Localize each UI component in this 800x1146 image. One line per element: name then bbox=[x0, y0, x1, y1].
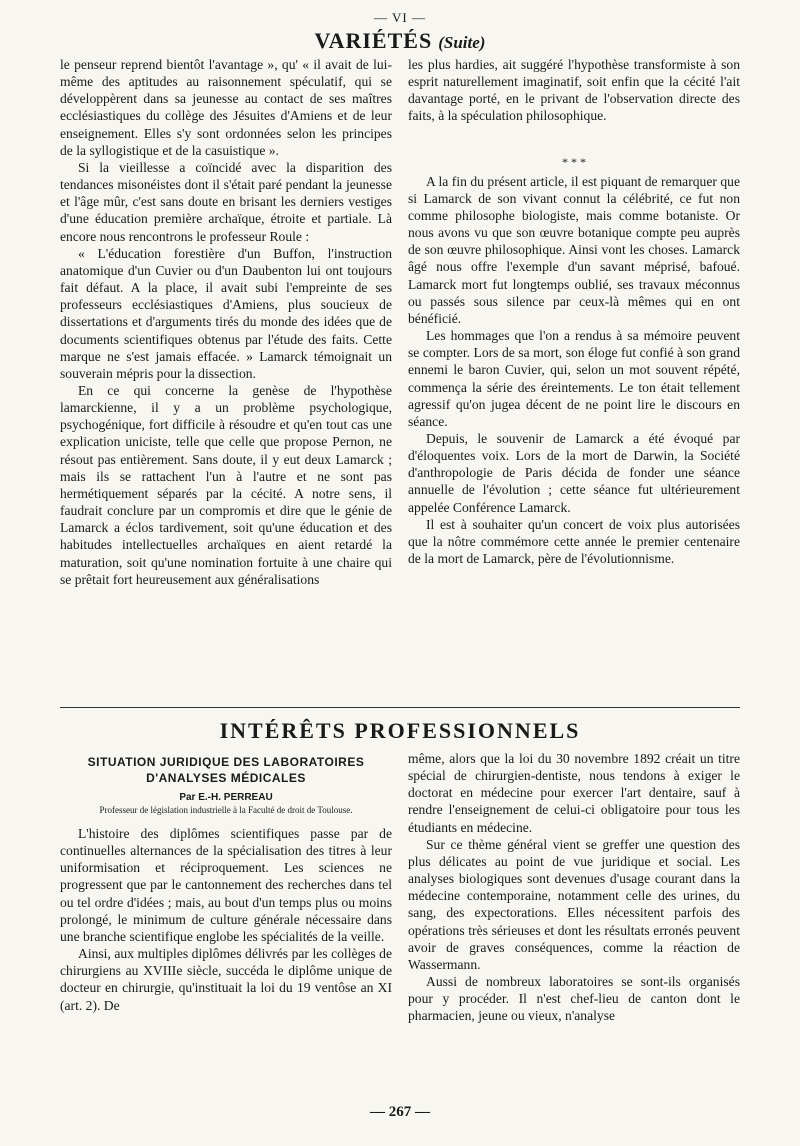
varietes-right-column bbox=[408, 56, 740, 699]
paragraph: Ainsi, aux multiples diplômes délivrés par les collèges de chirurgiens au XVIIIe siècle, succéda le diplôme unique de docteur en chirurgie, qu'instituait la loi du 19 ventôse an XI (art. 2). De bbox=[60, 946, 392, 1013]
paragraph: Aussi de nombreux laboratoires se sont-ils organisés pour y procéder. Il n'est chef-lieu de canton dont le pharmacien, jeune ou vieux, n'analyse bbox=[408, 974, 740, 1024]
section-divider bbox=[60, 707, 740, 708]
paragraph: Sur ce thème général vient se greffer une question des plus délicates au point de vue juridique et social. Les analyses biologiques sont devenues d'usage courant dans la médecine contemporaine, notamment celle des urines, du sang, des expectorations. Elles nécessitent parfois des opérations très sérieuses et dont les résultats erronés peuvent avoir de graves conséquences, comme la réaction de Wassermann. bbox=[408, 836, 740, 972]
article-author: Par E.-H. PERREAU bbox=[179, 792, 273, 803]
article-title-line: D'ANALYSES MÉDICALES bbox=[146, 771, 306, 785]
interets-left-column bbox=[60, 750, 392, 1080]
paragraph: L'histoire des diplômes scientifiques passe par de continuelles alternances de la spécialisation des titres à leur uniformisation et réciproquement. Les sciences ne progressent que par le cantonnement des recherches dans tel ou tel ordre d'idées ; mais, au bout d'un temps plus ou moins prolongé, le minimum de culture générale nécessaire dans une branche scientifique englobe les spécialités de la veille. bbox=[60, 826, 392, 944]
paragraph: Les hommages que l'on a rendus à sa mémoire peuvent se compter. Lors de sa mort, son éloge fut confié à son grand ennemi le baron Cuvier, qui, selon un mot souvent répété, commença la série des éreintements. Le ton était tellement agressif qu'on jugea décent de ne point lire le discours en séance. bbox=[408, 328, 740, 429]
paragraph: A la fin du présent article, il est piquant de remarquer que si Lamarck de son vivant connut la célébrité, ce fut non comme philosophe biologiste, mais comme botaniste. Or nous avons vu que son œuvre botanique compte peu auprès de son œuvre philosophique. Ainsi vont les choses. Lamarck âgé nous offre l'exemple d'un savant méprisé, bafoué. Lamarck mort fut longtemps oublié, ses travaux méconnus ou passés sous silence par ceux-là mêmes qui en ont bénéficié. bbox=[408, 173, 740, 326]
paragraph: Si la vieillesse a coïncidé avec la disparition des tendances misonéistes dont il s'était paré pendant la jeunesse et l'âge mûr, c'est sans doute en brisant les derniers vestiges d'une éducation première archaïque, étroite et partiale. Là encore nous rencontrons le professeur Roule : bbox=[60, 159, 392, 244]
paragraph: Il est à souhaiter qu'un concert de voix plus autorisées que la nôtre commémore cette année le premier centenaire de la mort de Lamarck, père de l'évolutionnisme. bbox=[408, 516, 740, 567]
varietes-columns bbox=[60, 56, 740, 699]
article-title-line: SITUATION JURIDIQUE DES LABORATOIRES bbox=[87, 755, 365, 769]
page-number: — 267 — bbox=[370, 1104, 430, 1120]
section-title-varietes bbox=[60, 30, 740, 52]
paragraph: En ce qui concerne la genèse de l'hypothèse lamarckienne, il y a un problème psychologique, psychogénique, fort difficile à résoudre et qu'en tout cas une explication uniciste, telle que celle que propose Pernon, ne résout pas entièrement. Sans doute, il y eut deux Lamarck ; mais ils se rattachent l'un à l'autre et ne sont pas hermétiquement séparés par la cécité. A notre sens, il faudrait conclure par un compromis et dire que le génie de Lamarck a éclos tardivement, soit qu'une éducation et des habitudes intellectuelles archaïques en aient retardé la maturation, soit qu'une nomination fortuite à une chaire qui se prêtait fort heureusement aux généralisations bbox=[60, 382, 392, 587]
paragraph: les plus hardies, ait suggéré l'hypothèse transformiste à son esprit naturellement imaginatif, soit enfin que la cécité l'ait davantage porté, en le privant de l'observation directe des faits, à la spéculation philosophique. bbox=[408, 57, 740, 124]
varietes-suite-label: (Suite) bbox=[438, 33, 486, 52]
varietes-left-column bbox=[60, 56, 392, 699]
varietes-heading-text: VARIÉTÉS bbox=[314, 28, 433, 53]
paragraph: « L'éducation forestière d'un Buffon, l'instruction anatomique d'un Cuvier ou d'un Daubenton lui ont toujours fait défaut. A la place, il avait subi l'empreinte de ses professeurs ecclésiastiques d'Amiens, plus soucieux de dissertations et d'arguments tirés du monde des idées que de documents scientifiques obtenus par l'étude des faits. Cette marque ne s'est jamais effacée. » Lamarck témoignait un souverain mépris pour la dissection. bbox=[60, 245, 392, 381]
paragraph: même, alors que la loi du 30 novembre 1892 créait un titre spécial de chirurgien-dentiste, nous tendons à exiger le doctorat en médecine pour exercer l'art dentaire, sauf à rendre l'enseignement de celui-ci obligatoire pour tous les étudiants en médecine. bbox=[408, 751, 740, 835]
article-title bbox=[60, 754, 392, 786]
paragraph: Depuis, le souvenir de Lamarck a été évoqué par d'éloquentes voix. Lors de la mort de Darwin, la Société d'anthropologie de Paris décida de fonder une séance annuelle de l'évolution ; cette séance fut ultérieurement appelée Conférence Lamarck. bbox=[408, 430, 740, 515]
section-title-interets: INTÉRÊTS PROFESSIONNELS bbox=[219, 718, 581, 743]
journal-page bbox=[60, 10, 740, 1080]
interets-columns bbox=[60, 750, 740, 1080]
interets-right-column bbox=[408, 750, 740, 1080]
page-roman-numeral: — VI — bbox=[374, 10, 426, 25]
author-affiliation: Professeur de législation industrielle à la Faculté de droit de Toulouse. bbox=[99, 805, 353, 815]
asterism-separator: * * * bbox=[562, 154, 586, 169]
paragraph: le penseur reprend bientôt l'avantage », qu' « il avait de lui-même des aptitudes au raisonnement spéculatif, qui se développèrent dans sa jeunesse au contact de ses maîtres ecclésiastiques du collège des Jésuites d'Amiens et de leur enseignement. Elles s'y sont ordonnées selon les principes de la syllogistique et de la casuistique ». bbox=[60, 57, 392, 158]
